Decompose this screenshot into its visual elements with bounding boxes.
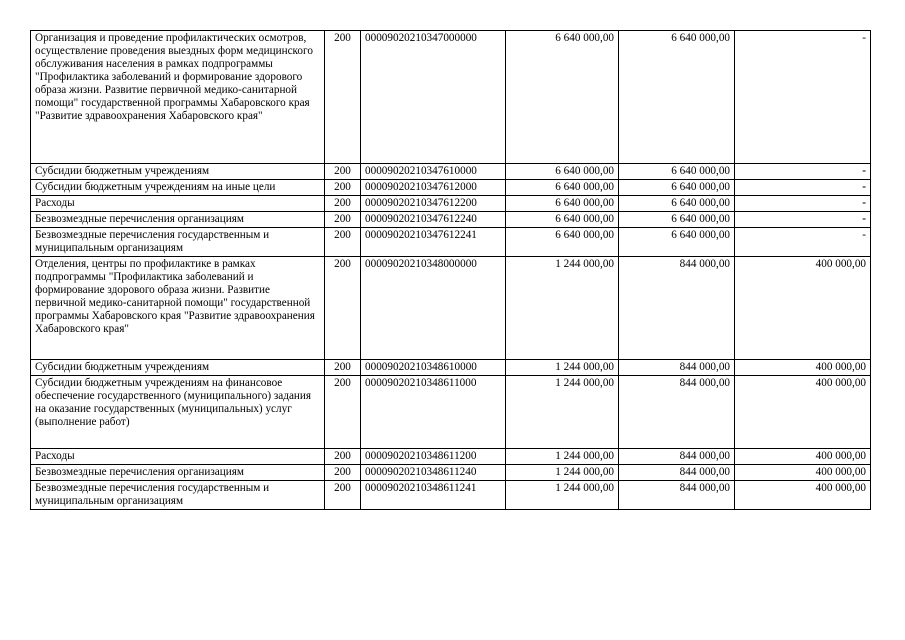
row-code-cell: 200 [325,212,361,228]
row-amount-cell: 6 640 000,00 [506,196,619,212]
row-name-cell: Безвозмездные перечисления организациям [31,465,325,481]
row-code-cell: 200 [325,180,361,196]
table-row [31,481,871,510]
row-amount-cell: 1 244 000,00 [506,376,619,449]
row-code-cell: 200 [325,449,361,465]
row-name-cell: Субсидии бюджетным учреждениям на иные цели [31,180,325,196]
row-name-cell: Организация и проведение профилактических осмотров, осуществление проведения выездных форм медицинского обслуживания населения в рамках подпрограммы "Профилактика заболеваний и формирование здорового образа жизни. Развитие первичной медико-санитарной помощи" государственной программы Хабаровского края "Развитие здравоохранения Хабаровского края" [31,31,325,164]
row-amount-cell: 6 640 000,00 [619,212,735,228]
row-amount-cell: 6 640 000,00 [619,164,735,180]
row-name-cell: Безвозмездные перечисления государственным и муниципальным организациям [31,481,325,510]
row-amount-cell: 1 244 000,00 [506,481,619,510]
table-row [31,228,871,257]
row-amount-cell: 6 640 000,00 [506,164,619,180]
row-amount-cell: 844 000,00 [619,360,735,376]
row-amount-cell: 844 000,00 [619,376,735,449]
row-classification-code-cell: 00009020210348610000 [361,360,506,376]
budget-execution-table [30,30,871,510]
table-row [31,360,871,376]
row-classification-code-cell: 00009020210348611241 [361,481,506,510]
table-row [31,465,871,481]
table-row [31,449,871,465]
table-row [31,31,871,164]
row-amount-cell: 844 000,00 [619,449,735,465]
table-row [31,257,871,360]
table-row [31,376,871,449]
row-amount-cell: 844 000,00 [619,257,735,360]
row-code-cell: 200 [325,360,361,376]
row-code-cell: 200 [325,465,361,481]
row-classification-code-cell: 00009020210347612000 [361,180,506,196]
row-amount-cell: 400 000,00 [735,449,871,465]
row-amount-cell: - [735,164,871,180]
row-name-cell: Субсидии бюджетным учреждениям на финансовое обеспечение государственного (муниципального) задания на оказание государственных (муниципальных) услуг (выполнение работ) [31,376,325,449]
row-amount-cell: 1 244 000,00 [506,465,619,481]
row-name-cell: Расходы [31,449,325,465]
row-classification-code-cell: 00009020210347000000 [361,31,506,164]
table-row [31,196,871,212]
row-classification-code-cell: 00009020210347610000 [361,164,506,180]
row-classification-code-cell: 00009020210348611000 [361,376,506,449]
row-name-cell: Субсидии бюджетным учреждениям [31,164,325,180]
row-amount-cell: 1 244 000,00 [506,449,619,465]
table-row [31,212,871,228]
row-classification-code-cell: 00009020210347612240 [361,212,506,228]
row-code-cell: 200 [325,164,361,180]
table-row [31,180,871,196]
row-classification-code-cell: 00009020210347612200 [361,196,506,212]
row-name-cell: Расходы [31,196,325,212]
row-amount-cell: 400 000,00 [735,257,871,360]
row-code-cell: 200 [325,376,361,449]
row-name-cell: Безвозмездные перечисления организациям [31,212,325,228]
row-amount-cell: 844 000,00 [619,465,735,481]
row-code-cell: 200 [325,196,361,212]
row-amount-cell: - [735,228,871,257]
row-classification-code-cell: 00009020210348000000 [361,257,506,360]
row-amount-cell: 844 000,00 [619,481,735,510]
row-code-cell: 200 [325,257,361,360]
row-name-cell: Отделения, центры по профилактике в рамках подпрограммы "Профилактика заболеваний и формирование здорового образа жизни. Развитие первичной медико-санитарной помощи" государственной программы Хабаровского края "Развитие здравоохранения Хабаровского края" [31,257,325,360]
row-amount-cell: 1 244 000,00 [506,360,619,376]
row-code-cell: 200 [325,31,361,164]
row-amount-cell: 400 000,00 [735,360,871,376]
row-amount-cell: - [735,212,871,228]
row-amount-cell: 6 640 000,00 [506,31,619,164]
row-amount-cell: 6 640 000,00 [619,228,735,257]
row-amount-cell: 6 640 000,00 [619,180,735,196]
row-code-cell: 200 [325,481,361,510]
row-amount-cell: - [735,31,871,164]
row-amount-cell: 6 640 000,00 [619,31,735,164]
row-name-cell: Безвозмездные перечисления государственным и муниципальным организациям [31,228,325,257]
row-amount-cell: 6 640 000,00 [619,196,735,212]
row-classification-code-cell: 00009020210347612241 [361,228,506,257]
row-amount-cell: - [735,180,871,196]
row-amount-cell: 400 000,00 [735,465,871,481]
table-row [31,164,871,180]
row-name-cell: Субсидии бюджетным учреждениям [31,360,325,376]
row-amount-cell: 1 244 000,00 [506,257,619,360]
row-classification-code-cell: 00009020210348611240 [361,465,506,481]
row-amount-cell: 6 640 000,00 [506,228,619,257]
row-amount-cell: 6 640 000,00 [506,212,619,228]
row-code-cell: 200 [325,228,361,257]
row-classification-code-cell: 00009020210348611200 [361,449,506,465]
row-amount-cell: 400 000,00 [735,376,871,449]
row-amount-cell: - [735,196,871,212]
row-amount-cell: 400 000,00 [735,481,871,510]
row-amount-cell: 6 640 000,00 [506,180,619,196]
